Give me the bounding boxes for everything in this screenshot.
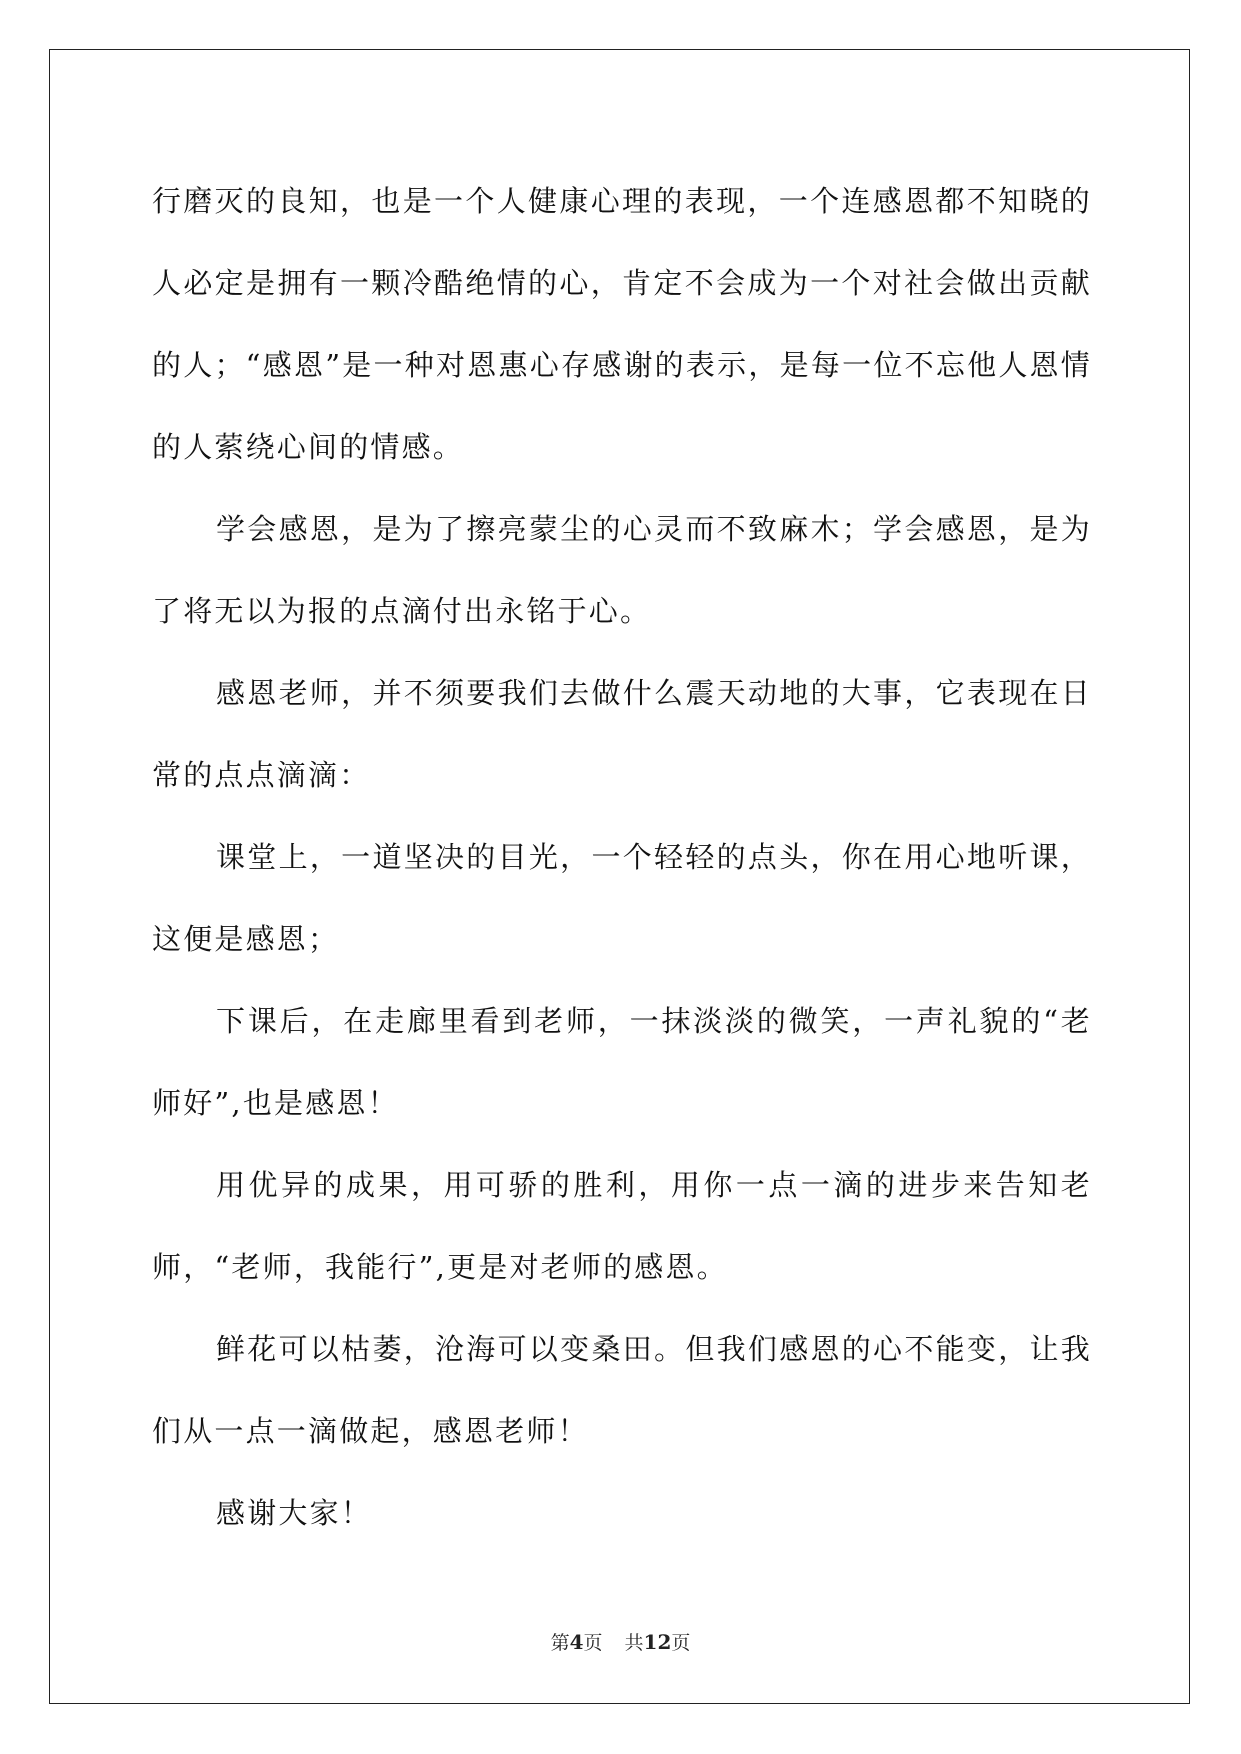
total-pages: 12 — [643, 1630, 672, 1654]
total-suffix: 页 — [671, 1632, 691, 1654]
paragraph-2: 学会感恩，是为了擦亮蒙尘的心灵而不致麻木；学会感恩，是为了将无以为报的点滴付出永铭于心。 — [152, 512, 1092, 628]
paragraph-4: 课堂上，一道坚决的目光，一个轻轻的点头，你在用心地听课，这便是感恩； — [152, 840, 1092, 956]
paragraph-3: 感恩老师，并不须要我们去做什么震天动地的大事，它表现在日常的点点滴滴： — [152, 676, 1092, 792]
document-body — [152, 160, 1092, 1554]
paragraph-7: 鲜花可以枯萎，沧海可以变桑田。但我们感恩的心不能变，让我们从一点一滴做起，感恩老师！ — [152, 1332, 1092, 1448]
page-prefix: 第 — [550, 1632, 570, 1654]
paragraph-5: 下课后，在走廊里看到老师，一抹淡淡的微笑，一声礼貌的“老师好”,也是感恩！ — [152, 1004, 1092, 1120]
total-prefix: 共 — [624, 1632, 644, 1654]
paragraph-6: 用优异的成果，用可骄的胜利，用你一点一滴的进步来告知老师，“老师，我能行”,更是对老师的感恩。 — [152, 1168, 1092, 1284]
page-number: 4 — [569, 1630, 584, 1654]
paragraph-1: 行磨灭的良知，也是一个人健康心理的表现，一个连感恩都不知晓的人必定是拥有一颗冷酷绝情的心，肯定不会成为一个对社会做出贡献的人；“感恩”是一种对恩惠心存感谢的表示，是每一位不忘他人恩情的人萦绕心间的情感。 — [152, 184, 1092, 464]
paragraph-8: 感谢大家！ — [216, 1496, 373, 1530]
page-suffix: 页 — [583, 1632, 603, 1654]
page-footer — [0, 1628, 1241, 1655]
